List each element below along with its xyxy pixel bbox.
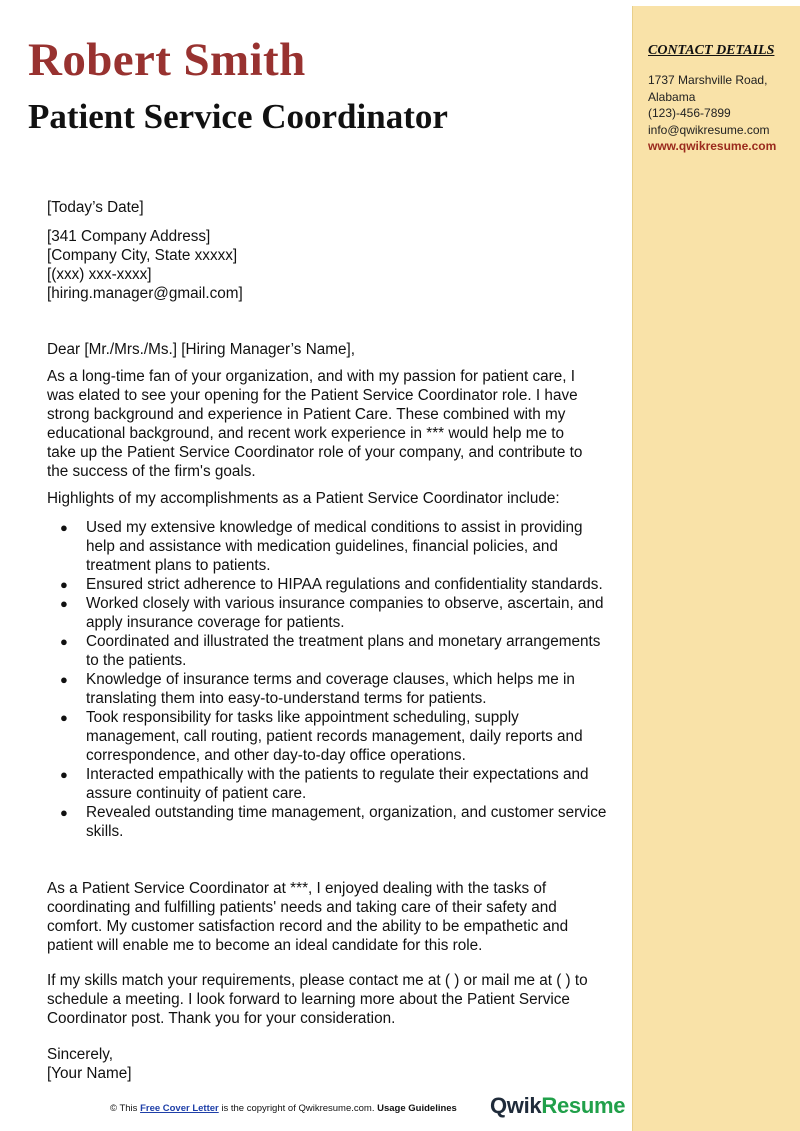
bullet-icon: ●	[60, 710, 68, 725]
recipient-email: [hiring.manager@gmail.com]	[47, 285, 243, 302]
closing: Sincerely,	[47, 1046, 114, 1063]
body-paragraph-2: As a Patient Service Coordinator at ***, I enjoyed dealing with the tasks of coordinating and fulfilling patients' needs and taking care of their safety and comfort. My customer satisfaction record and the ability to be empathetic and patient will enable me to become an ideal candidate for this role.	[47, 880, 569, 954]
free-cover-letter-link[interactable]: Free Cover Letter	[140, 1103, 219, 1114]
logo-part-qwik: Qwik	[490, 1093, 542, 1118]
highlight-item	[47, 708, 607, 765]
job-title: Patient Service Coordinator	[28, 97, 448, 136]
highlight-text: Knowledge of insurance terms and coverage clauses, which helps me in translating them into easy-to-understand terms for patients.	[86, 671, 575, 707]
body-paragraph-3: If my skills match your requirements, please contact me at ( ) or mail me at ( ) to schedule a meeting. I look forward to learning more about the Patient Service Coordinator post. Thank you for your consideration.	[47, 972, 588, 1027]
bullet-icon: ●	[60, 767, 68, 782]
highlight-item	[47, 575, 607, 594]
highlight-item	[47, 518, 607, 575]
highlight-text: Worked closely with various insurance companies to observe, ascertain, and apply insurance coverage for patients.	[86, 595, 604, 631]
footer-text: This	[117, 1103, 141, 1114]
copyright-note	[110, 1103, 457, 1114]
applicant-name: Robert Smith	[28, 34, 306, 86]
bullet-icon: ●	[60, 672, 68, 687]
qwikresume-logo[interactable]	[490, 1093, 625, 1119]
contact-address-line2: Alabama	[648, 89, 696, 104]
bullet-icon: ●	[60, 577, 68, 592]
recipient-block	[47, 227, 607, 303]
contact-details	[648, 72, 798, 155]
contact-heading: CONTACT DETAILS	[648, 43, 775, 58]
contact-address-line1: 1737 Marshville Road,	[648, 73, 768, 87]
highlight-item	[47, 765, 607, 803]
highlights-intro: Highlights of my accomplishments as a Patient Service Coordinator include:	[47, 490, 560, 507]
bullet-icon: ●	[60, 596, 68, 611]
usage-guidelines-link[interactable]: Usage Guidelines	[377, 1103, 457, 1114]
contact-sidebar	[632, 6, 800, 1131]
highlight-item	[47, 670, 607, 708]
recipient-address: [341 Company Address]	[47, 228, 211, 245]
contact-email[interactable]: info@qwikresume.com	[648, 122, 770, 137]
signature: [Your Name]	[47, 1065, 132, 1082]
highlight-item	[47, 594, 607, 632]
copyright-icon: ©	[110, 1103, 117, 1114]
intro-paragraph: As a long-time fan of your organization, and with my passion for patient care, I was elated to see your opening for the Patient Service Coordinator role. I have strong background and experience in Patient Care. These combined with my educational background, and recent work experience in *** would help me to take up the Patient Service Coordinator role of your company, and contribute to the success of the firm's goals.	[47, 368, 583, 480]
highlight-text: Revealed outstanding time management, organization, and customer service skills.	[86, 804, 607, 840]
highlight-text: Used my extensive knowledge of medical conditions to assist in providing help and assistance with medication guidelines, financial policies, and treatment plans to patients.	[86, 519, 583, 574]
contact-website[interactable]: www.qwikresume.com	[648, 139, 777, 154]
recipient-phone: [(xxx) xxx-xxxx]	[47, 266, 152, 283]
contact-phone: (123)-456-7899	[648, 106, 731, 121]
highlight-text: Coordinated and illustrated the treatment plans and monetary arrangements to the patients.	[86, 633, 601, 669]
highlight-text: Ensured strict adherence to HIPAA regulations and confidentiality standards.	[86, 576, 603, 593]
highlight-text: Interacted empathically with the patients to regulate their expectations and assure continuity of patient care.	[86, 766, 589, 802]
bullet-icon: ●	[60, 520, 68, 535]
footer-text: is the copyright of Qwikresume.com.	[218, 1103, 378, 1114]
highlight-item	[47, 632, 607, 670]
salutation: Dear [Mr./Mrs./Ms.] [Hiring Manager’s Name],	[47, 341, 355, 358]
highlights-list	[47, 518, 607, 841]
highlight-text: Took responsibility for tasks like appointment scheduling, supply management, call routing, patient records management, daily reports and correspondence, and other day-to-day office operations.	[86, 709, 583, 764]
bullet-icon: ●	[60, 634, 68, 649]
logo-part-resume: Resume	[541, 1093, 626, 1118]
bullet-icon: ●	[60, 805, 68, 820]
letter-date: [Today’s Date]	[47, 199, 144, 216]
highlight-item	[47, 803, 607, 841]
recipient-city: [Company City, State xxxxx]	[47, 247, 238, 264]
